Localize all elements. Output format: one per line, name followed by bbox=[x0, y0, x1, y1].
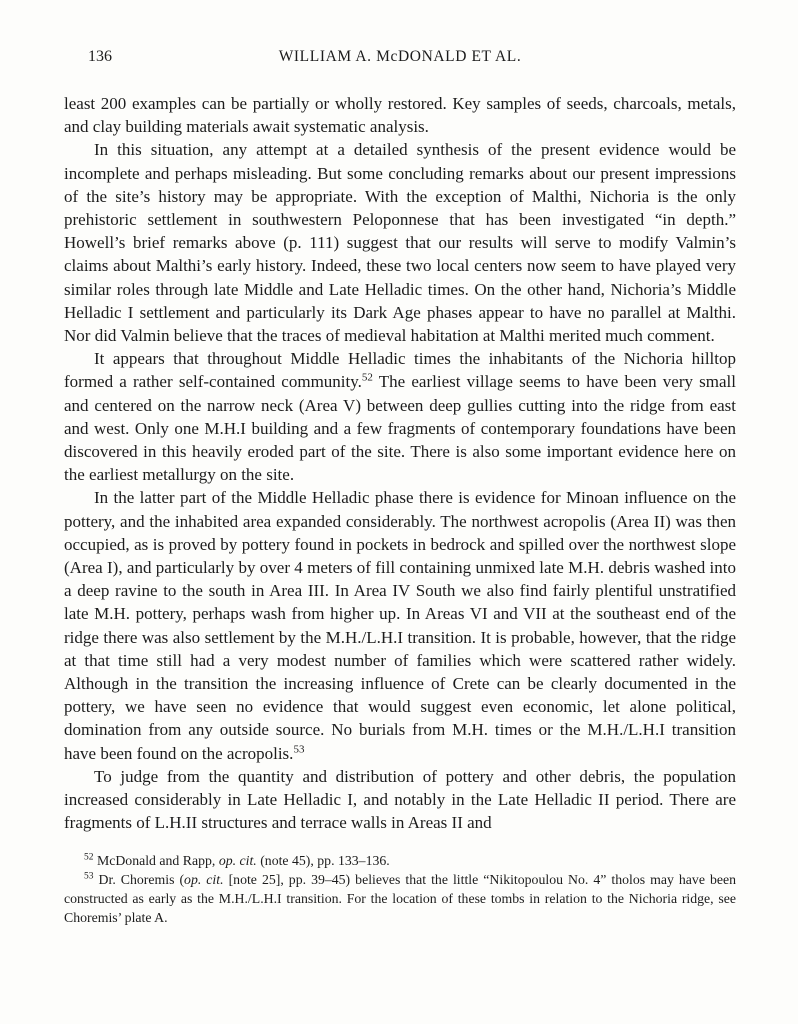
footnote-ref: 52 bbox=[361, 371, 373, 384]
body-text bbox=[64, 92, 736, 835]
text-run: McDonald and Rapp, bbox=[93, 852, 219, 868]
text-run: Dr. Choremis ( bbox=[93, 871, 185, 887]
paragraph bbox=[64, 486, 736, 764]
text-run: least 200 examples can be partially or wholly restored. Key samples of seeds, charcoals, metals, and clay building materials await systematic analysis. bbox=[64, 94, 736, 137]
text-run: [note 25], pp. 39–45) believes that the little “Nikitopoulou No. 4” tholos may have been constructed as early as the M.H./L.H.I transition. For the location of these tombs in relation to the Nichoria ridge, see Choremis’ plate A. bbox=[64, 871, 736, 926]
page-header bbox=[64, 48, 736, 70]
paragraph bbox=[64, 138, 736, 347]
italic-text: op. cit. bbox=[218, 852, 257, 868]
italic-text: op. cit. bbox=[184, 871, 224, 887]
footnote-section bbox=[64, 851, 736, 928]
footnote bbox=[64, 870, 736, 928]
text-run: In this situation, any attempt at a detailed synthesis of the present evidence would be incomplete and perhaps misleading. But some concluding remarks about our present impressions of the site’s history may be appropriate. With the exception of Malthi, Nichoria is the only prehistoric settlement in southwestern Peloponnese that has been investigated “in depth.” Howell’s brief remarks above (p. 111) suggest that our results will serve to modify Valmin’s claims about Malthi’s early history. Indeed, these two local centers now seem to have played very similar roles through late Middle and Late Helladic times. On the other hand, Nichoria’s Middle Helladic I settlement and particularly its Dark Age phases appear to have no parallel at Malthi. Nor did Valmin believe that the traces of medieval habitation at Malthi merited much comment. bbox=[64, 140, 736, 346]
footnote-ref: 53 bbox=[293, 743, 305, 756]
text-run: (note 45), pp. 133–136. bbox=[256, 852, 390, 868]
page-number: 136 bbox=[88, 48, 112, 65]
text-run: The earliest village seems to have been very small and centered on the narrow neck (Area V) between deep gullies cutting into the ridge from east and west. Only one M.H.I building and a few fragments of contemporary foundations have been discovered in this heavily eroded part of the site. There is also some important evidence here on the earliest metallurgy on the site. bbox=[64, 372, 736, 485]
footnote-ref: 53 bbox=[84, 871, 94, 882]
paragraph bbox=[64, 347, 736, 486]
paragraph bbox=[64, 92, 736, 138]
footnote bbox=[64, 851, 736, 870]
paragraph bbox=[64, 765, 736, 835]
footnote-ref: 52 bbox=[84, 851, 94, 862]
text-run: It appears that throughout Middle Helladic times the inhabitants of the Nichoria hilltop formed a rather self-contained community. bbox=[64, 349, 736, 392]
text-run: In the latter part of the Middle Helladic phase there is evidence for Minoan influence on the pottery, and the inhabited area expanded considerably. The northwest acropolis (Area II) was then occupied, as is proved by pottery found in pockets in bedrock and spilled over the northwest slope (Area I), and particularly by over 4 meters of fill containing unmixed late M.H. debris washed into a deep ravine to the south in Area III. In Area IV South we also find fairly plentiful unstratified late M.H. pottery, perhaps wash from higher up. In Areas VI and VII at the southeast end of the ridge there was also settlement by the M.H./L.H.I transition. It is probable, however, that the ridge at that time still had a very modest number of families which were scattered rather widely. Although in the transition the increasing influence of Crete can be clearly documented in the pottery, we have seen no evidence that would suggest even economic, let alone political, domination from any outside source. No burials from M.H. times or the M.H./L.H.I transition have been found on the acropolis. bbox=[64, 488, 736, 763]
text-run: To judge from the quantity and distribution of pottery and other debris, the population increased considerably in Late Helladic I, and notably in the Late Helladic II period. There are fragments of L.H.II structures and terrace walls in Areas II and bbox=[64, 766, 736, 833]
running-head: WILLIAM A. McDONALD ET AL. bbox=[278, 48, 522, 65]
